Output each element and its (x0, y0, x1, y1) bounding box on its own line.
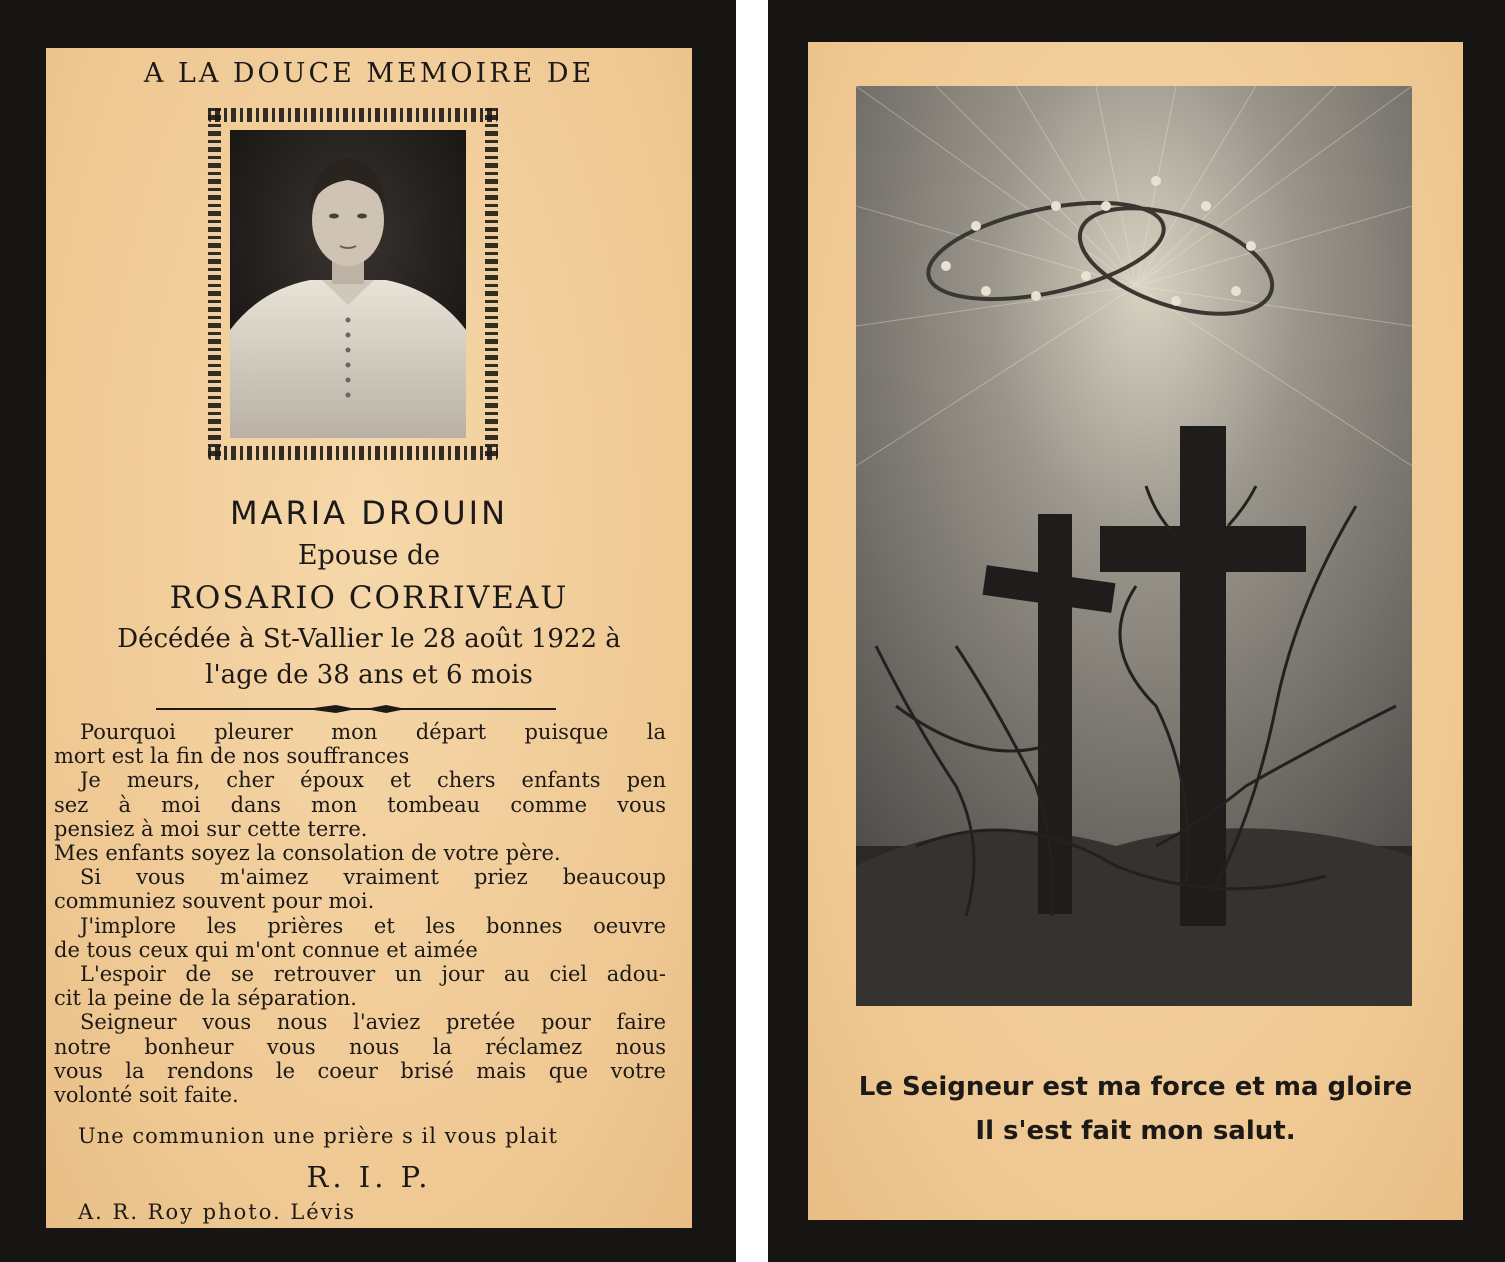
memorial-verse (54, 720, 666, 1107)
relation-label: Epouse de (297, 540, 441, 571)
portrait-photo (230, 130, 466, 438)
verse-line: communiez souvent pour moi. (54, 889, 375, 914)
frame-border-right (485, 108, 498, 460)
verse-line: vous la rendons le coeur brisé mais que votre (54, 1058, 666, 1083)
verse-line: sez à moi dans mon tombeau comme vous (54, 792, 666, 817)
spouse-name: ROSARIO CORRIVEAU (169, 580, 569, 616)
rip-text: R. I. P. (306, 1160, 432, 1194)
verse-line: L'espoir de se retrouver un jour au ciel adou- (80, 962, 666, 987)
verse-line: pensiez à moi sur cette terre. (54, 816, 368, 841)
verse-line: Si vous m'aimez vraiment priez beaucoup (80, 865, 666, 890)
frame-border-top (208, 108, 498, 122)
caption-line-1: Le Seigneur est ma force et ma gloire (858, 1072, 1413, 1102)
portrait-frame (208, 108, 498, 460)
verse-line: notre bonheur vous nous la réclamez nous (54, 1034, 666, 1059)
crosses-engraving (856, 86, 1412, 1006)
verse-line: J'implore les prières et les bonnes oeuvre (80, 913, 666, 938)
frame-border-left (208, 108, 221, 460)
ornamental-divider (156, 702, 556, 716)
memorial-heading: A LA DOUCE MEMOIRE DE (143, 58, 595, 89)
memorial-card-front (0, 0, 736, 1262)
card-paper-back (808, 42, 1463, 1220)
card-paper-front (46, 48, 692, 1228)
memorial-card-back (768, 0, 1505, 1262)
closing-request: Une communion une prière s il vous plait (78, 1124, 558, 1148)
verse-line: cit la peine de la séparation. (54, 986, 357, 1011)
verse-line: Pourquoi pleurer mon départ puisque la (80, 720, 666, 744)
verse-line: Mes enfants soyez la consolation de votre père. (54, 841, 561, 866)
verse-line: de tous ceux qui m'ont connue et aimée (54, 937, 478, 962)
verse-line: Seigneur vous nous l'aviez pretée pour faire (80, 1010, 666, 1035)
frame-border-bottom (208, 446, 498, 460)
death-details: Décédée à St-Vallier le 28 août 1922 à (117, 624, 621, 654)
caption-line-2: Il s'est fait mon salut. (975, 1116, 1296, 1146)
deceased-name: MARIA DROUIN (229, 494, 509, 532)
verse-line: mort est la fin de nos souffrances (54, 744, 410, 769)
age-details: l'age de 38 ans et 6 mois (205, 660, 533, 690)
verse-line: volonté soit faite. (54, 1083, 239, 1108)
photographer-credit: A. R. Roy photo. Lévis (78, 1200, 357, 1224)
verse-line: Je meurs, cher époux et chers enfants pen (80, 768, 666, 793)
